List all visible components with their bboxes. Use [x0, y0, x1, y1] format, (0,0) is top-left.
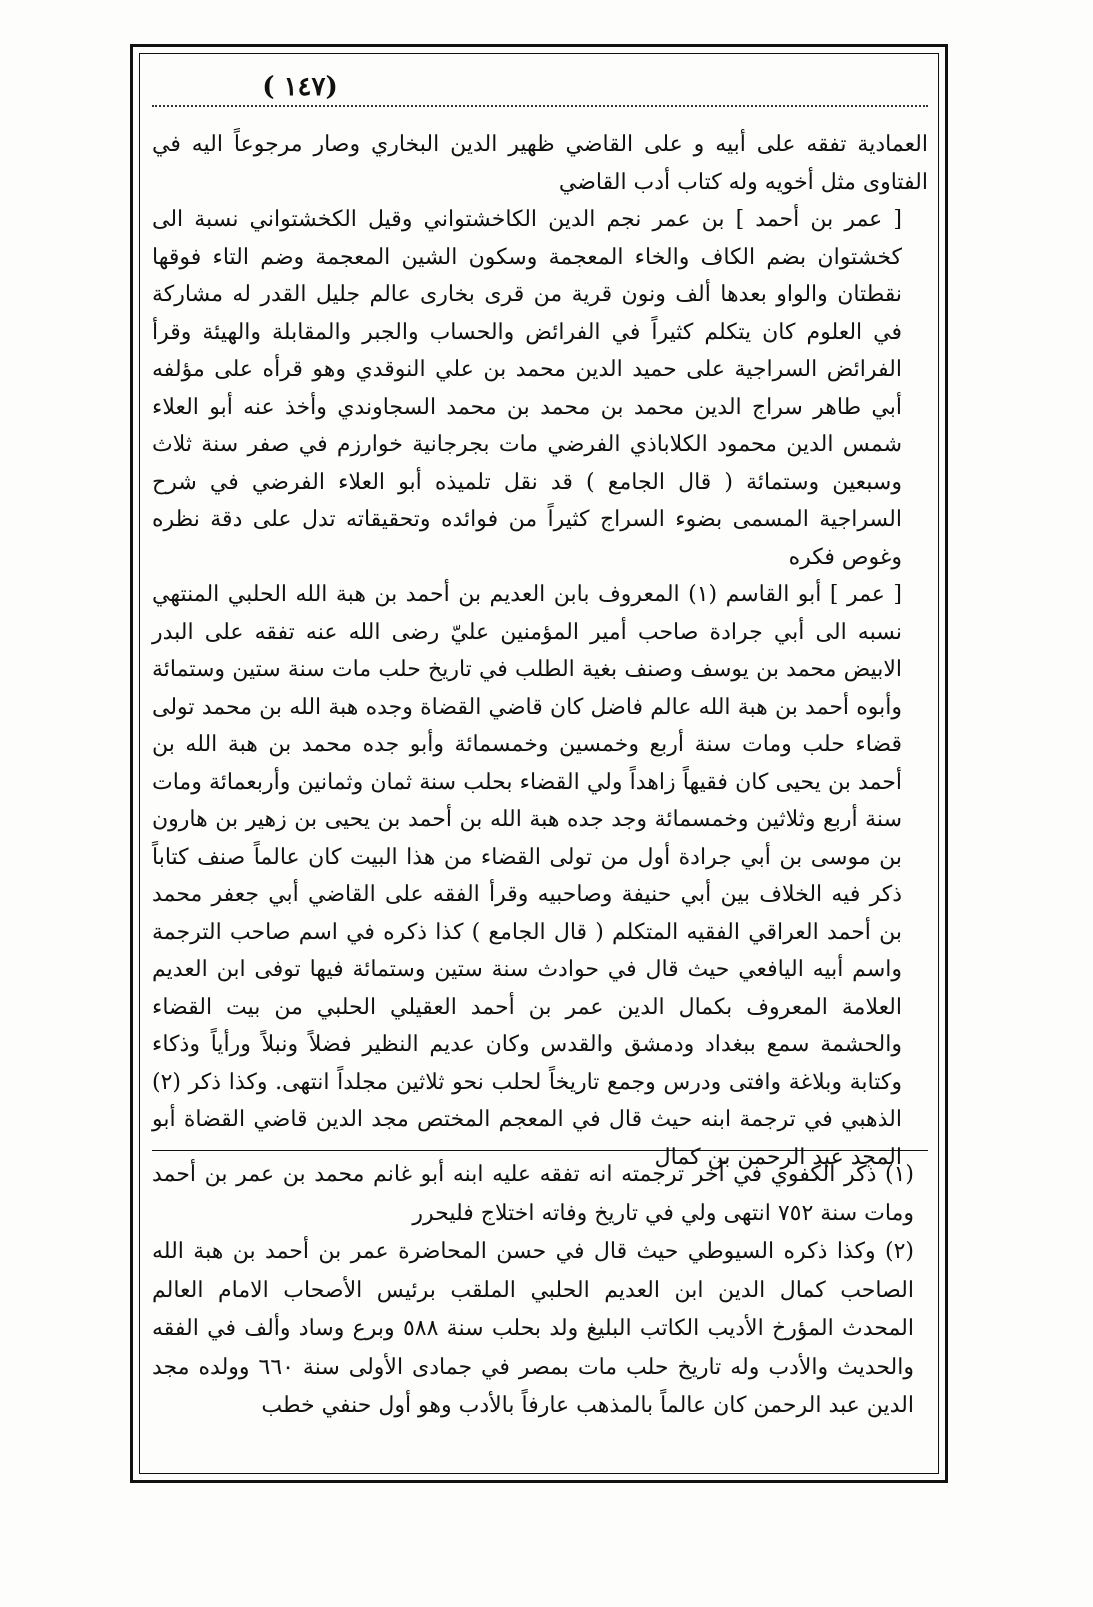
- body-paragraph: العمادية تفقه على أبيه و على القاضي ظهير الدين البخاري وصار مرجوعاً اليه في الفتاوى مثل أخويه وله كتاب أدب القاضي: [152, 132, 928, 195]
- body-paragraph: [ عمر بن أحمد ] بن عمر نجم الدين الكاخشتواني وقيل الكخشتواني نسبة الى كخشتوان بضم الكاف والخاء المعجمة وسكون الشين المعجمة وضم التاء فوقها نقطتان والواو بعدها ألف ونون قرية من قرى بخارى عالم جليل القدر له مشاركة في العلوم كان يتكلم كثيراً في الفرائض والحساب والجبر والمقابلة والهيئة وقرأ الفرائض السراجية على حميد الدين محمد بن علي النوقدي وهو قرأه على مؤلفه أبي طاهر سراج الدين محمد بن محمد بن محمد السجاوندي وأخذ عنه أبو العلاء شمس الدين محمود الكلاباذي الفرضي مات بجرجانية خوارزم في صفر سنة ثلاث وسبعين وستمائة ( قال الجامع ) قد نقل تلميذه أبو العلاء الفرضي في شرح السراجية المسمى بضوء السراج كثيراً من فوائده وتحقيقاته تدل على دقة نظره وغوص فكره: [152, 207, 902, 570]
- body-paragraph: [ عمر ] أبو القاسم (١) المعروف بابن العديم بن أحمد بن هبة الله الحلبي المنتهي نسبه الى أبي جرادة صاحب أمير المؤمنين عليّ رضى الله عنه تفقه على البدر الابيض محمد بن يوسف وصنف بغية الطلب في تاريخ حلب مات سنة ستين وستمائة وأبوه أحمد بن هبة الله عالم فاضل كان قاضي القضاة وجده هبة الله بن محمد تولى قضاء حلب ومات سنة أربع وخمسين وخمسمائة وأبو جده محمد بن هبة الله بن أحمد بن يحيى كان فقيهاً زاهداً ولي القضاء بحلب سنة ثمان وثمانين وأربعمائة ومات سنة أربع وثلاثين وخمسمائة وجد جده هبة الله بن أحمد بن يحيى بن زهير بن هارون بن موسى بن أبي جرادة أول من تولى القضاء من هذا البيت كان عالماً صنف كتاباً ذكر فيه الخلاف بين أبي حنيفة وصاحبيه وقرأ الفقه على القاضي أبي جعفر محمد بن أحمد العراقي الفقيه المتكلم ( قال الجامع ) كذا ذكره في اسم صاحب الترجمة واسم أبيه اليافعي حيث قال في حوادث سنة ستين وستمائة فيها توفى ابن العديم العلامة المعروف بكمال الدين عمر بن أحمد العقيلي الحلبي من بيت القضاء والحشمة سمع ببغداد ودمشق والقدس وكان عديم النظير فضلاً ونبلاً ورأياً وذكاء وكتابة وبلاغة وافتى ودرس وجمع تاريخاً لحلب نحو ثلاثين مجلداً انتهى. وكذا ذكر (٢) الذهبي في ترجمة ابنه حيث قال في المعجم المختص مجد الدين قاضي القضاة أبو المجد عبد الرحمن بن كمال: [152, 582, 903, 1170]
- page-number: ( ١٤٧): [262, 72, 338, 102]
- footnote: (٢) وكذا ذكره السيوطي حيث قال في حسن المحاضرة عمر بن أحمد بن هبة الله الصاحب كمال الدين ابن العديم الحلبي الملقب برئيس الأصحاب الامام العالم المحدث المؤرخ الأديب الكاتب البليغ ولد بحلب سنة ٥٨٨ وبرع وساد وألف في الفقه والحديث والأدب وله تاريخ حلب مات بمصر في جمادى الأولى سنة ٦٦٠ وولده مجد الدين عبد الرحمن كان عالماً بالمذهب عارفاً بالأدب وهو أول حنفي خطب: [152, 1239, 914, 1418]
- footnotes: [152, 1156, 928, 1426]
- footnote-separator: [152, 1150, 928, 1151]
- main-text: [152, 126, 928, 1176]
- footnote: (١) ذكر الكفوي في آخر ترجمته انه تفقه عليه ابنه أبو غانم محمد بن عمر بن أحمد ومات سنة ٧٥٢ انتهى ولي في تاريخ وفاته اختلاج فليحرر: [152, 1162, 914, 1226]
- header-dotted-rule: [152, 105, 928, 107]
